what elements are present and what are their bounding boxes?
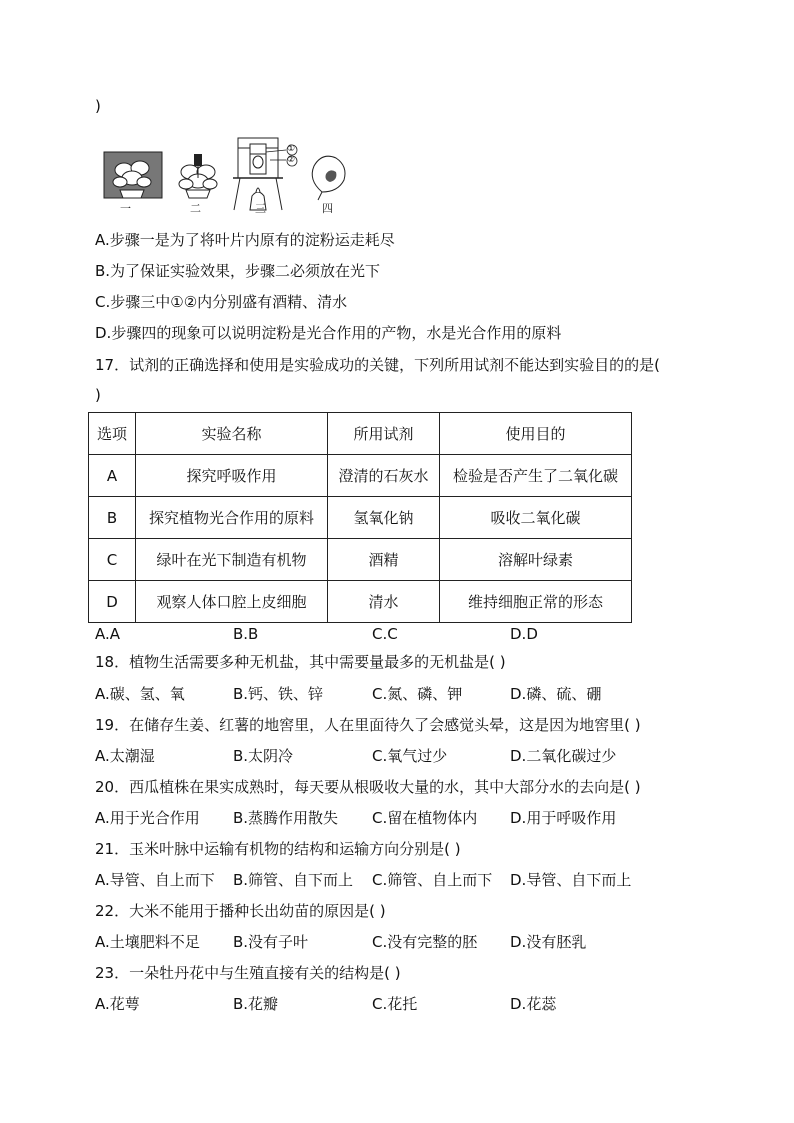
table-row bbox=[89, 581, 632, 623]
experiment-illustration bbox=[100, 130, 360, 220]
table-row bbox=[89, 497, 632, 539]
table-cell: 检验是否产生了二氧化碳 bbox=[440, 455, 632, 497]
q19-option-a: A.太潮湿 bbox=[95, 747, 155, 765]
q21-stem: 21．玉米叶脉中运输有机物的结构和运输方向分别是( ) bbox=[95, 840, 461, 858]
q23-option-b: B.花瓣 bbox=[233, 995, 279, 1013]
q17-option-c: C.C bbox=[372, 625, 398, 643]
figure-mark-1: ① bbox=[287, 144, 296, 154]
figure-mark-2: ② bbox=[287, 155, 296, 165]
q18-option-b: B.钙、铁、锌 bbox=[233, 685, 324, 703]
table-header-cell: 使用目的 bbox=[440, 413, 632, 455]
q20-option-d: D.用于呼吸作用 bbox=[510, 809, 617, 827]
q17-option-d: D.D bbox=[510, 625, 538, 643]
q20-option-b: B.蒸腾作用散失 bbox=[233, 809, 339, 827]
q21-option-c: C.筛管、自上而下 bbox=[372, 871, 493, 889]
q19-option-d: D.二氧化碳过少 bbox=[510, 747, 617, 765]
table-row bbox=[89, 455, 632, 497]
q18-option-c: C.氮、磷、钾 bbox=[372, 685, 463, 703]
figure-label-1: 一 bbox=[120, 202, 131, 215]
experiment-figure bbox=[100, 130, 360, 220]
table-cell: A bbox=[89, 455, 136, 497]
q22-option-c: C.没有完整的胚 bbox=[372, 933, 478, 951]
q22-option-b: B.没有子叶 bbox=[233, 933, 309, 951]
q16-option-c: C.步骤三中①②内分别盛有酒精、清水 bbox=[95, 293, 348, 311]
table-cell: 维持细胞正常的形态 bbox=[440, 581, 632, 623]
table-header-cell: 实验名称 bbox=[136, 413, 328, 455]
q16-option-a: A.步骤一是为了将叶片内原有的淀粉运走耗尽 bbox=[95, 231, 395, 249]
table-row bbox=[89, 539, 632, 581]
q17-option-a: A.A bbox=[95, 625, 121, 643]
q17-stem: 17．试剂的正确选择和使用是实验成功的关键，下列所用试剂不能达到实验目的的是( bbox=[95, 356, 660, 374]
q18-option-d: D.磷、硫、硼 bbox=[510, 685, 602, 703]
question-16-tail: ) bbox=[95, 97, 101, 115]
q23-stem: 23．一朵牡丹花中与生殖直接有关的结构是( ) bbox=[95, 964, 401, 982]
figure-label-2: 二 bbox=[190, 202, 201, 215]
table-cell: 清水 bbox=[328, 581, 440, 623]
q23-option-d: D.花蕊 bbox=[510, 995, 557, 1013]
q22-stem: 22．大米不能用于播种长出幼苗的原因是( ) bbox=[95, 902, 386, 920]
table-header-cell: 选项 bbox=[89, 413, 136, 455]
figure-label-4: 四 bbox=[322, 202, 333, 215]
q18-stem: 18．植物生活需要多种无机盐，其中需要量最多的无机盐是( ) bbox=[95, 653, 506, 671]
table-cell: 吸收二氧化碳 bbox=[440, 497, 632, 539]
q18-option-a: A.碳、氢、氧 bbox=[95, 685, 185, 703]
table-cell: 观察人体口腔上皮细胞 bbox=[136, 581, 328, 623]
figure-label-3: 三 bbox=[255, 202, 266, 215]
q20-stem: 20．西瓜植株在果实成熟时，每天要从根吸收大量的水，其中大部分水的去向是( ) bbox=[95, 778, 641, 796]
q21-option-a: A.导管、自上而下 bbox=[95, 871, 215, 889]
q20-option-a: A.用于光合作用 bbox=[95, 809, 200, 827]
table-cell: 澄清的石灰水 bbox=[328, 455, 440, 497]
table-cell: 绿叶在光下制造有机物 bbox=[136, 539, 328, 581]
q21-option-d: D.导管、自下而上 bbox=[510, 871, 632, 889]
q19-option-c: C.氧气过少 bbox=[372, 747, 448, 765]
q16-option-b: B.为了保证实验效果，步骤二必须放在光下 bbox=[95, 262, 381, 280]
q23-option-a: A.花萼 bbox=[95, 995, 140, 1013]
table-cell: 氢氧化钠 bbox=[328, 497, 440, 539]
table-cell: D bbox=[89, 581, 136, 623]
table-cell: 探究呼吸作用 bbox=[136, 455, 328, 497]
table-cell: B bbox=[89, 497, 136, 539]
table-cell: C bbox=[89, 539, 136, 581]
table-cell: 探究植物光合作用的原料 bbox=[136, 497, 328, 539]
q17-table bbox=[88, 412, 632, 623]
table-header-cell: 所用试剂 bbox=[328, 413, 440, 455]
q19-option-b: B.太阴冷 bbox=[233, 747, 294, 765]
q17-option-b: B.B bbox=[233, 625, 259, 643]
q22-option-a: A.土壤肥料不足 bbox=[95, 933, 200, 951]
q20-option-c: C.留在植物体内 bbox=[372, 809, 478, 827]
q17-stem-tail: ) bbox=[95, 386, 101, 404]
q23-option-c: C.花托 bbox=[372, 995, 418, 1013]
q22-option-d: D.没有胚乳 bbox=[510, 933, 587, 951]
q16-option-d: D.步骤四的现象可以说明淀粉是光合作用的产物，水是光合作用的原料 bbox=[95, 324, 562, 342]
q21-option-b: B.筛管、自下而上 bbox=[233, 871, 354, 889]
table-cell: 酒精 bbox=[328, 539, 440, 581]
q19-stem: 19．在储存生姜、红薯的地窖里，人在里面待久了会感觉头晕，这是因为地窖里( ) bbox=[95, 716, 641, 734]
table-header-row bbox=[89, 413, 632, 455]
table-cell: 溶解叶绿素 bbox=[440, 539, 632, 581]
